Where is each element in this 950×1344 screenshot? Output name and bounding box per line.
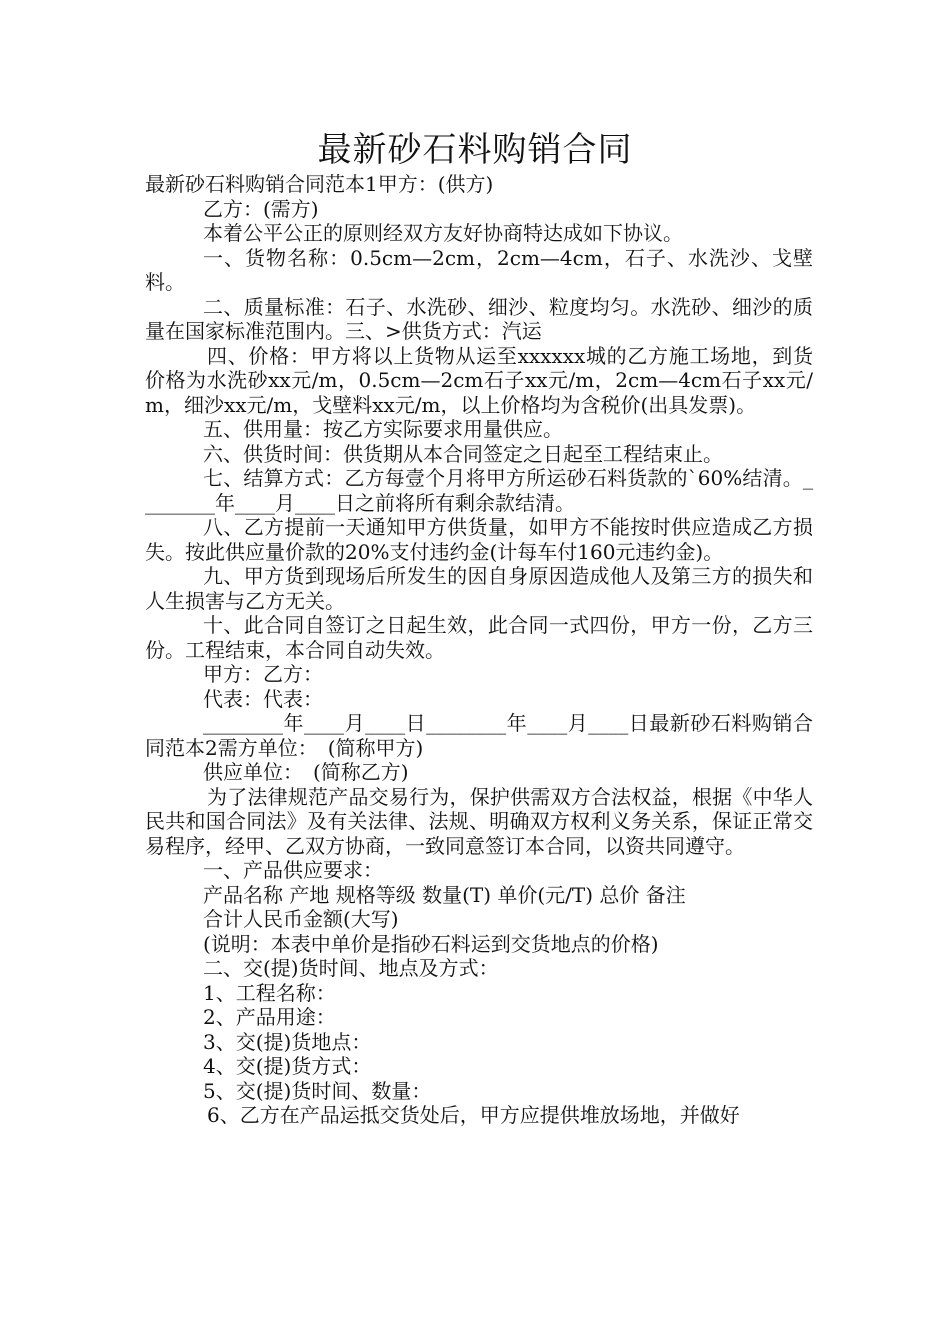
paragraph: 六、供货时间：供货期从本合同签定之日起至工程结束止。	[203, 441, 723, 466]
paragraph: 八、乙方提前一天通知甲方供货量，如甲方不能按时供应造成乙方损失。按此供应量价款的20%支付违约金(计每车付160元违约金)。	[145, 515, 813, 564]
list-item: 2、产品用途：	[203, 1005, 336, 1029]
paragraph: 四、价格：甲方将以上货物从运至xxxxxx城的乙方施工场地，到货价格为水洗砂xx元/m，0.5cm—2cm石子xx元/m，2cm—4cm石子xx元/m，细沙xx元/m，戈壁料xx元/m，以上价格均为含税价(出具发票)。	[145, 343, 813, 417]
paragraph: 五、供用量：按乙方实际要求用量供应。	[203, 417, 563, 441]
paragraph: 乙方：(需方)	[203, 196, 319, 221]
list-item: 1、工程名称：	[203, 980, 336, 1005]
paragraph: 二、质量标准：石子、水洗砂、细沙、粒度均匀。水洗砂、细沙的质量在国家标准范围内。三、>供货方式：汽运	[145, 294, 813, 343]
paragraph: 九、甲方货到现场后所发生的因自身原因造成他人及第三方的损失和人生损害与乙方无关。	[145, 564, 813, 613]
signature-line: 代表：代表：	[203, 686, 323, 711]
paragraph: 为了法律规范产品交易行为，保护供需双方合法权益，根据《中华人民共和国合同法》及有关法律、法规、明确双方权利义务关系，保证正常交易程序，经甲、乙双方协商，一致同意签订本合同，以资共同遵守。	[145, 784, 813, 858]
paragraph: 一、货物名称：0.5cm—2cm，2cm—4cm，石子、水洗沙、戈壁料。	[145, 245, 813, 294]
section-heading: 一、产品供应要求：	[203, 858, 383, 882]
date-line: ________年____月____日________年____月____日最新砂石料购销合同范本2需方单位： (简称甲方)	[145, 711, 813, 760]
list-item: 6、乙方在产品运抵交货处后，甲方应提供堆放场地，并做好	[207, 1103, 740, 1127]
document-title: 最新砂石料购销合同	[317, 130, 633, 170]
paragraph: 合计人民币金额(大写)	[203, 907, 399, 931]
list-item: 5、交(提)货时间、数量：	[203, 1078, 432, 1103]
list-item: 4、交(提)货方式：	[203, 1054, 372, 1078]
document-body	[145, 172, 813, 1128]
paragraph: 供应单位： (简称乙方)	[203, 760, 409, 784]
paragraph: 本着公平公正的原则经双方友好协商特达成如下协议。	[203, 221, 683, 245]
list-item: 3、交(提)货地点：	[203, 1029, 372, 1054]
paragraph: 最新砂石料购销合同范本1甲方：(供方)	[145, 172, 494, 196]
table-header-line: 产品名称 产地 规格等级 数量(T) 单价(元/T) 总价 备注	[203, 882, 686, 907]
section-heading: 二、交(提)货时间、地点及方式：	[203, 956, 499, 980]
paragraph: 十、此合同自签订之日起生效，此合同一式四份，甲方一份，乙方三份。工程结束，本合同自动失效。	[145, 613, 813, 662]
signature-line: 甲方：乙方：	[203, 662, 323, 686]
paragraph: (说明：本表中单价是指砂石料运到交货地点的价格)	[203, 931, 659, 956]
paragraph: 七、结算方式：乙方每壹个月将甲方所运砂石料货款的`60%结清。________年____月____日之前将所有剩余款结清。	[145, 466, 813, 515]
